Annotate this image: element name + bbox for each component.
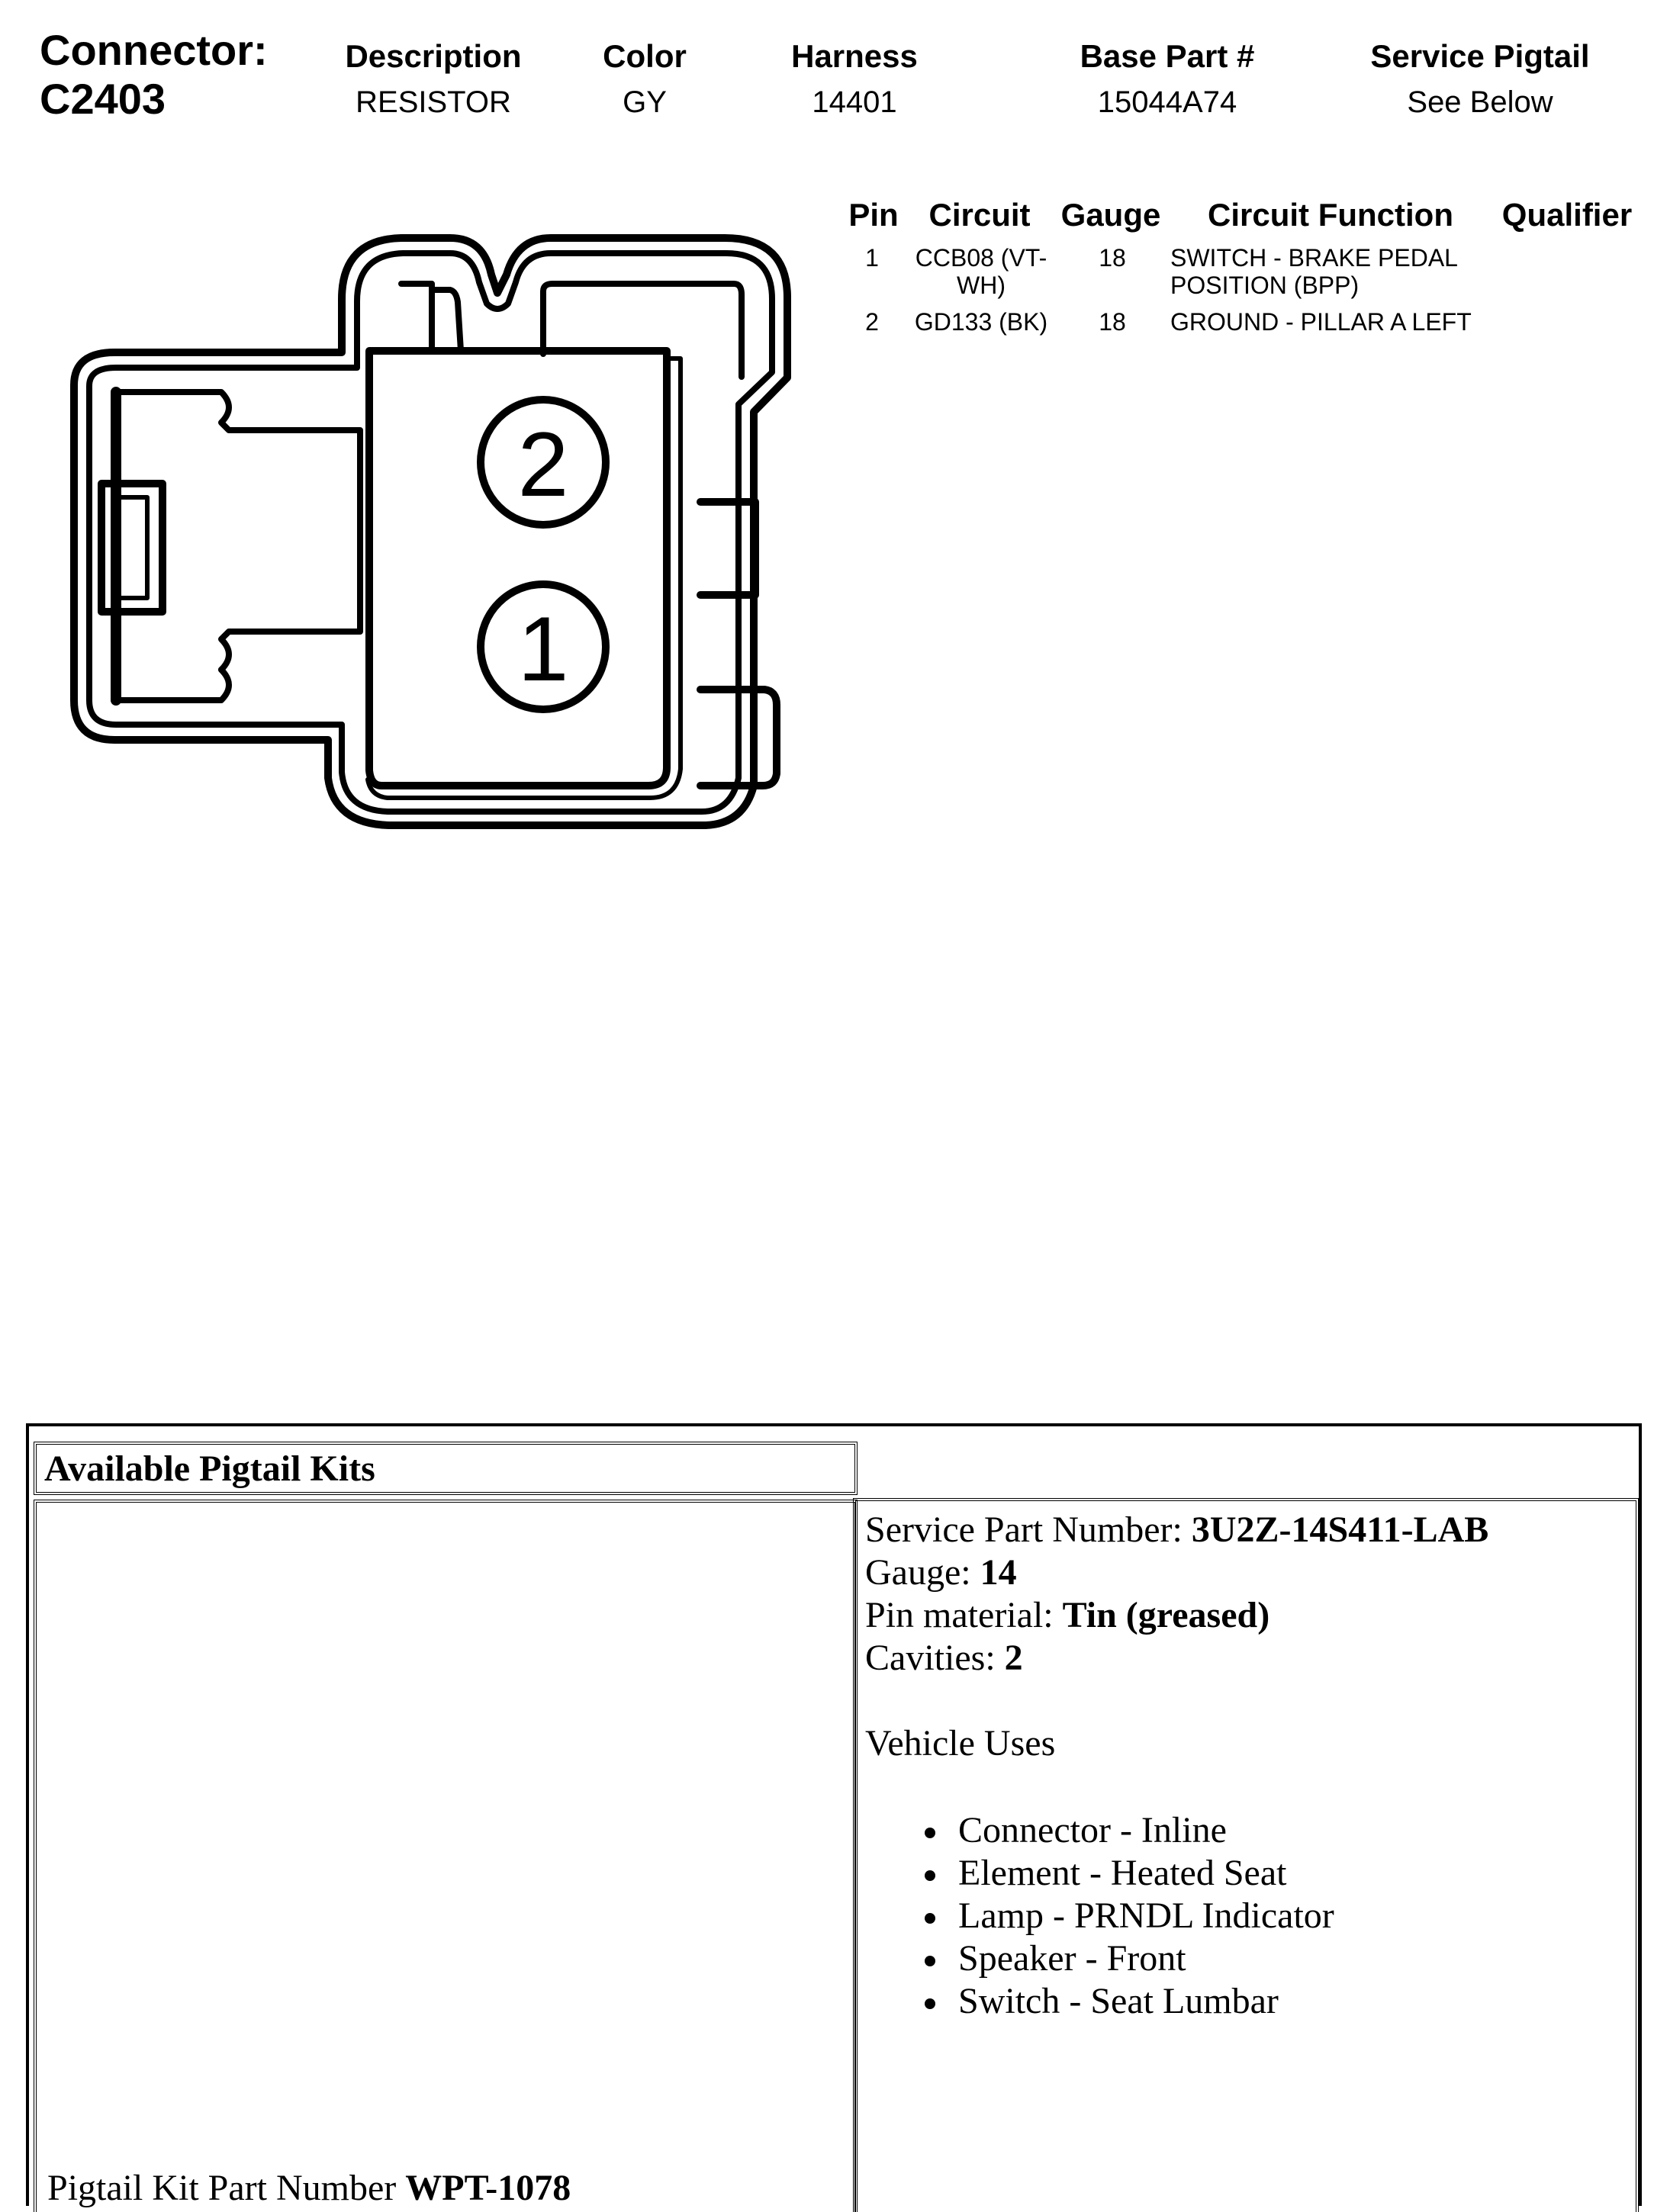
circuit-function-header: Circuit Function [1208,197,1453,233]
row2-pin: 2 [865,308,879,336]
connector-id: C2403 [40,75,166,123]
gauge-value: 14 [980,1552,1017,1593]
pin-material-value: Tin (greased) [1062,1595,1270,1635]
service-part-line [865,1509,1488,1551]
top-ridge [435,290,461,351]
vehicle-use-item: Lamp - PRNDL Indicator [865,1895,1488,1937]
description-value: RESISTOR [356,85,511,119]
cavities-label: Cavities: [865,1638,1005,1678]
pigtail-image-box [34,1500,858,2212]
pin-1-label: 1 [517,598,569,700]
row1-circuit-line1: CCB08 (VT- [915,244,1047,272]
row1-function-line2: POSITION (BPP) [1170,272,1360,299]
service-pigtail-value: See Below [1407,85,1553,119]
pin-2-label: 2 [517,413,569,516]
kit-part-value: WPT-1078 [405,2168,571,2208]
pigtail-details-box [853,1498,1639,2212]
description-header: Description [345,38,522,74]
color-header: Color [603,38,687,74]
row1-function [1170,244,1458,299]
pin-header: Pin [848,197,899,233]
vehicle-use-item: Switch - Seat Lumbar [865,1980,1488,2023]
row1-gauge: 18 [1099,244,1126,272]
pigtail-title-box [34,1442,858,1495]
cavities-line [865,1637,1488,1680]
vehicle-use-item: Connector - Inline [865,1809,1488,1852]
cavities-value: 2 [1004,1638,1023,1678]
row2-circuit [912,308,1050,336]
service-part-value: 3U2Z-14S411-LAB [1191,1509,1489,1550]
gauge-header: Gauge [1060,197,1161,233]
row2-function-line1: GROUND - PILLAR A LEFT [1170,308,1472,336]
pin-material-line [865,1594,1488,1637]
left-upper-arm [116,392,360,670]
pigtail-title: Available Pigtail Kits [44,1448,375,1489]
vehicle-use-item: Element - Heated Seat [865,1852,1488,1895]
base-part-header: Base Part # [1080,38,1255,74]
row2-circuit-line1: GD133 (BK) [914,308,1048,336]
kit-part-label: Pigtail Kit Part Number [47,2168,406,2208]
connector-face-diagram [61,229,809,839]
harness-value: 14401 [812,85,897,119]
left-lower-arm [116,670,229,700]
pigtail-kits-section [26,1423,1642,2206]
qualifier-header: Qualifier [1501,197,1633,233]
color-value: GY [623,85,667,119]
pigtail-details [865,1509,1488,2023]
base-part-value: 15044A74 [1097,85,1237,119]
vehicle-uses-list [865,1809,1488,2023]
row1-circuit [912,244,1050,299]
row2-gauge: 18 [1099,308,1126,336]
row1-circuit-line2: WH) [957,272,1006,299]
circuit-header: Circuit [928,197,1031,233]
right-top-tab [543,284,742,377]
harness-header: Harness [791,38,918,74]
gauge-label: Gauge: [865,1552,980,1593]
right-key-upper [700,502,755,595]
vehicle-uses-label: Vehicle Uses [865,1723,1056,1763]
service-pigtail-header: Service Pigtail [1370,38,1590,74]
left-top-tab [401,284,432,351]
service-part-label: Service Part Number: [865,1509,1192,1550]
pigtail-kit-part-number [47,2167,571,2209]
row1-function-line1: SWITCH - BRAKE PEDAL [1170,244,1458,272]
pin-material-label: Pin material: [865,1595,1063,1635]
connector-label: Connector: [40,26,268,74]
connector-title [40,26,268,124]
row2-function [1170,308,1472,336]
row1-pin: 1 [865,244,879,272]
gauge-line [865,1551,1488,1594]
vehicle-use-item: Speaker - Front [865,1937,1488,1980]
